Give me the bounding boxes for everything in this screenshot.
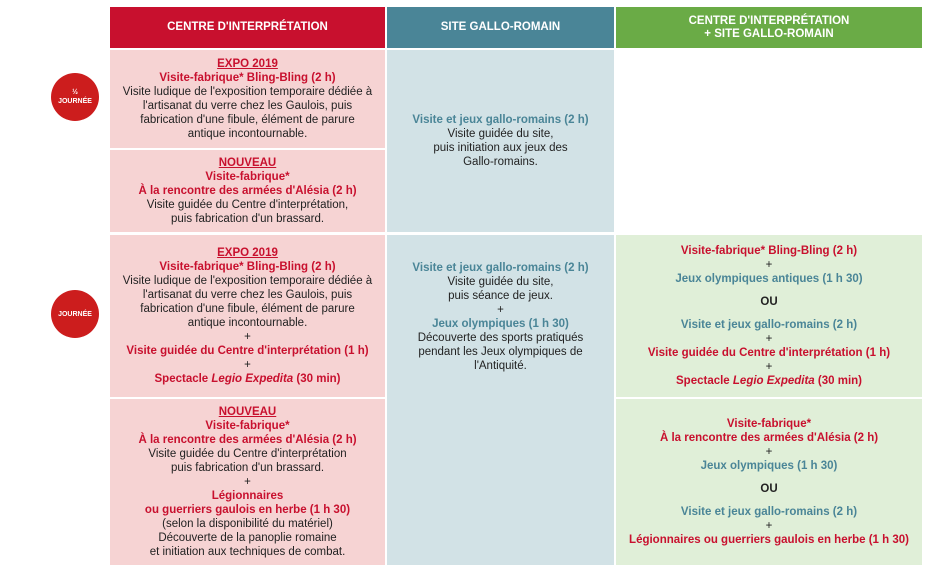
desc-line: puis fabrication d'un brassard. — [170, 462, 325, 474]
plus-sign: + — [765, 520, 773, 532]
full-day-both-a — [616, 235, 922, 397]
activity-title: Visite-fabrique* — [726, 418, 812, 430]
desc-line: antique incontournable. — [187, 128, 308, 140]
activity-title: Légionnaires — [211, 490, 284, 502]
activity-title: Visite-fabrique* — [205, 420, 290, 432]
or-separator: OU — [760, 483, 778, 495]
desc-line: Découverte des sports pratiqués — [417, 332, 584, 344]
plus-sign: + — [244, 331, 251, 343]
header-centre-label: CENTRE D'INTERPRÉTATION — [167, 21, 328, 33]
desc-line: puis initiation aux jeux des — [433, 142, 568, 154]
desc-line: et initiation aux techniques de combat. — [149, 546, 346, 558]
desc-line: pendant les Jeux olympiques de — [418, 346, 583, 358]
expo-tag: EXPO 2019 — [217, 58, 278, 70]
expo-tag: EXPO 2019 — [217, 247, 278, 259]
full-day-badge — [51, 290, 99, 338]
desc-line: (selon la disponibilité du matériel) — [162, 518, 333, 530]
activity-title: Visite et jeux gallo-romains (2 h) — [680, 319, 858, 331]
desc-line: fabrication d'une fibule, élément de parure — [140, 114, 355, 126]
activity-title: Spectacle Legio Expedita (30 min) — [154, 373, 341, 385]
activity-title: Spectacle Legio Expedita (30 min) — [676, 375, 862, 387]
full-day-centre-nouveau — [110, 399, 385, 565]
activity-title: À la rencontre des armées d'Alésia (2 h) — [138, 434, 357, 446]
desc-line: fabrication d'une fibule, élément de parure — [140, 303, 355, 315]
activity-title: Visite guidée du Centre d'interprétation (1 h) — [126, 345, 369, 357]
full-day-site — [387, 235, 614, 565]
full-day-both-b — [616, 399, 922, 565]
desc-line: l'artisanat du verre chez les Gaulois, puis — [142, 100, 353, 112]
desc-line: Visite guidée du site, — [447, 276, 554, 288]
header-site-label: SITE GALLO-ROMAIN — [440, 21, 561, 33]
or-separator: OU — [760, 296, 778, 308]
full-day-centre-expo — [110, 235, 385, 397]
plus-sign: + — [244, 359, 251, 371]
header-centre-plus-site — [616, 7, 922, 48]
new-tag: NOUVEAU — [218, 406, 277, 418]
desc-line: l'Antiquité. — [474, 360, 527, 372]
plus-sign: + — [765, 259, 773, 271]
desc-line: l'artisanat du verre chez les Gaulois, puis — [142, 289, 353, 301]
activity-title: Visite-fabrique* Bling-Bling (2 h) — [159, 261, 336, 273]
desc-line: Découverte de la panoplie romaine — [158, 532, 337, 544]
plus-sign: + — [244, 476, 251, 488]
full-day-label: JOURNÉE — [58, 310, 92, 318]
desc-line: antique incontournable. — [187, 317, 308, 329]
plus-sign: + — [497, 304, 504, 316]
half-day-fraction: ½ — [72, 89, 78, 96]
header-both-line1: CENTRE D'INTERPRÉTATION — [688, 14, 850, 27]
activity-title: Visite-fabrique* Bling-Bling (2 h) — [680, 245, 858, 257]
desc-line: Visite ludique de l'exposition temporaire dédiée à — [122, 275, 373, 287]
plus-sign: + — [765, 361, 773, 373]
activity-title: À la rencontre des armées d'Alésia (2 h) — [659, 432, 879, 444]
new-tag: NOUVEAU — [218, 157, 277, 169]
activity-title: Jeux olympiques antiques (1 h 30) — [675, 273, 863, 285]
header-site — [387, 7, 614, 48]
desc-line: puis séance de jeux. — [448, 290, 553, 302]
header-both-line2: + SITE GALLO-ROMAIN — [704, 27, 834, 40]
desc-line: Visite ludique de l'exposition temporaire dédiée à — [122, 86, 373, 98]
activity-title: Jeux olympiques (1 h 30) — [700, 460, 838, 472]
half-day-both-empty — [616, 50, 922, 232]
activity-title: Visite guidée du Centre d'interprétation (1 h) — [647, 347, 891, 359]
desc-line: Gallo-romains. — [463, 156, 538, 168]
desc-line: puis fabrication d'un brassard. — [170, 213, 325, 225]
plus-sign: + — [765, 446, 773, 458]
activity-title: Visite et jeux gallo-romains (2 h) — [680, 506, 858, 518]
desc-line: Visite guidée du Centre d'interprétation, — [146, 199, 349, 211]
half-day-label: JOURNÉE — [58, 98, 92, 105]
desc-line: Visite guidée du site, — [447, 128, 554, 140]
half-day-centre-nouveau — [110, 150, 385, 232]
activity-title: Visite et jeux gallo-romains (2 h) — [412, 114, 589, 126]
activity-title: Légionnaires ou guerriers gaulois en herbe (1 h 30) — [629, 534, 909, 546]
half-day-site — [387, 50, 614, 232]
half-day-centre-expo — [110, 50, 385, 148]
desc-line: Visite guidée du Centre d'interprétation — [148, 448, 347, 460]
activity-title: Visite et jeux gallo-romains (2 h) — [412, 262, 589, 274]
activity-title: ou guerriers gaulois en herbe (1 h 30) — [144, 504, 351, 516]
activity-title: Visite-fabrique* — [205, 171, 290, 183]
activity-title: Jeux olympiques (1 h 30) — [432, 318, 569, 330]
activity-title: Visite-fabrique* Bling-Bling (2 h) — [159, 72, 336, 84]
plus-sign: + — [765, 333, 773, 345]
header-centre — [110, 7, 385, 48]
half-day-badge — [51, 73, 99, 121]
activity-title: À la rencontre des armées d'Alésia (2 h) — [138, 185, 357, 197]
